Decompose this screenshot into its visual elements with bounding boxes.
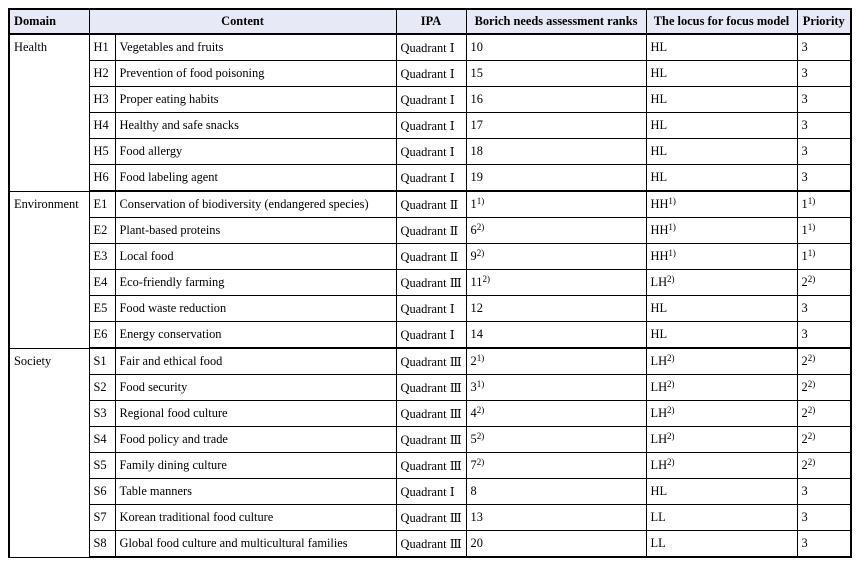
rank-cell bbox=[466, 113, 646, 139]
domain-cell: Society bbox=[9, 348, 89, 557]
priority-cell bbox=[797, 348, 851, 375]
table-row bbox=[9, 218, 851, 244]
domain-cell: Environment bbox=[9, 191, 89, 348]
priority-value: 1 bbox=[801, 197, 808, 211]
content-cell: Vegetables and fruits bbox=[115, 34, 396, 61]
rank-cell bbox=[466, 34, 646, 61]
priority-cell bbox=[797, 113, 851, 139]
ipa-cell: Quadrant Ⅱ bbox=[396, 191, 466, 218]
rank-cell bbox=[466, 191, 646, 218]
locus-value: LL bbox=[650, 536, 666, 550]
locus-cell bbox=[646, 34, 797, 61]
rank-cell bbox=[466, 531, 646, 558]
content-cell: Table manners bbox=[115, 479, 396, 505]
locus-cell bbox=[646, 218, 797, 244]
code-cell: E4 bbox=[89, 270, 115, 296]
rank-cell bbox=[466, 244, 646, 270]
priority-cell bbox=[797, 87, 851, 113]
locus-footnote: 1) bbox=[668, 248, 676, 258]
content-cell: Proper eating habits bbox=[115, 87, 396, 113]
priority-cell bbox=[797, 139, 851, 165]
ipa-cell: Quadrant Ⅰ bbox=[396, 296, 466, 322]
priority-cell bbox=[797, 191, 851, 218]
priority-value: 3 bbox=[801, 144, 808, 158]
code-cell: S6 bbox=[89, 479, 115, 505]
rank-value: 11 bbox=[470, 275, 483, 289]
locus-footnote: 2) bbox=[667, 457, 675, 467]
ipa-cell: Quadrant Ⅲ bbox=[396, 531, 466, 558]
locus-cell bbox=[646, 322, 797, 349]
ipa-cell: Quadrant Ⅲ bbox=[396, 505, 466, 531]
locus-value: HH bbox=[650, 223, 669, 237]
ipa-cell: Quadrant Ⅰ bbox=[396, 34, 466, 61]
ipa-cell: Quadrant Ⅰ bbox=[396, 61, 466, 87]
priority-value: 3 bbox=[801, 327, 808, 341]
locus-footnote: 2) bbox=[667, 353, 675, 363]
rank-cell bbox=[466, 87, 646, 113]
table-row bbox=[9, 113, 851, 139]
rank-value: 7 bbox=[470, 458, 477, 472]
rank-footnote: 2) bbox=[476, 248, 485, 258]
content-cell: Food policy and trade bbox=[115, 427, 396, 453]
table-row bbox=[9, 61, 851, 87]
priority-cell bbox=[797, 375, 851, 401]
content-cell: Local food bbox=[115, 244, 396, 270]
locus-footnote: 1) bbox=[668, 222, 676, 232]
table-row bbox=[9, 296, 851, 322]
content-cell: Conservation of biodiversity (endangered species) bbox=[115, 191, 396, 218]
ipa-cell: Quadrant Ⅲ bbox=[396, 348, 466, 375]
rank-value: 3 bbox=[470, 380, 477, 394]
locus-value: HL bbox=[650, 118, 668, 132]
table-row bbox=[9, 453, 851, 479]
locus-cell bbox=[646, 453, 797, 479]
ipa-cell: Quadrant Ⅱ bbox=[396, 218, 466, 244]
locus-cell bbox=[646, 139, 797, 165]
content-cell: Healthy and safe snacks bbox=[115, 113, 396, 139]
header-content: Content bbox=[89, 9, 396, 34]
table-row bbox=[9, 427, 851, 453]
priority-footnote: 2) bbox=[807, 353, 816, 363]
priority-value: 3 bbox=[801, 66, 808, 80]
code-cell: H1 bbox=[89, 34, 115, 61]
priority-value: 1 bbox=[801, 249, 808, 263]
table-row bbox=[9, 87, 851, 113]
priority-value: 1 bbox=[801, 223, 808, 237]
ipa-cell: Quadrant Ⅰ bbox=[396, 165, 466, 192]
table-row bbox=[9, 139, 851, 165]
locus-value: HL bbox=[650, 92, 668, 106]
priority-value: 2 bbox=[801, 354, 808, 368]
priority-value: 3 bbox=[801, 301, 808, 315]
priority-value: 3 bbox=[801, 536, 808, 550]
rank-value: 10 bbox=[470, 40, 483, 54]
table-row bbox=[9, 191, 851, 218]
locus-cell bbox=[646, 191, 797, 218]
content-cell: Food labeling agent bbox=[115, 165, 396, 192]
ipa-cell: Quadrant Ⅲ bbox=[396, 375, 466, 401]
code-cell: S7 bbox=[89, 505, 115, 531]
locus-cell bbox=[646, 270, 797, 296]
rank-cell bbox=[466, 139, 646, 165]
priority-footnote: 1) bbox=[807, 248, 816, 258]
rank-cell bbox=[466, 296, 646, 322]
rank-value: 18 bbox=[470, 144, 483, 158]
rank-cell bbox=[466, 479, 646, 505]
content-cell: Food allergy bbox=[115, 139, 396, 165]
locus-value: LH bbox=[650, 458, 668, 472]
locus-value: HL bbox=[650, 301, 668, 315]
content-cell: Energy conservation bbox=[115, 322, 396, 349]
code-cell: E2 bbox=[89, 218, 115, 244]
table-row bbox=[9, 401, 851, 427]
ipa-cell: Quadrant Ⅲ bbox=[396, 427, 466, 453]
header-borich-rank: Borich needs assessment ranks bbox=[466, 9, 646, 34]
priority-value: 3 bbox=[801, 510, 808, 524]
locus-footnote: 1) bbox=[668, 196, 676, 206]
priority-footnote: 1) bbox=[807, 222, 816, 232]
locus-cell bbox=[646, 61, 797, 87]
priority-value: 3 bbox=[801, 40, 808, 54]
rank-footnote: 2) bbox=[482, 274, 490, 284]
table-body bbox=[9, 34, 851, 557]
rank-footnote: 1) bbox=[476, 353, 485, 363]
priority-footnote: 2) bbox=[807, 274, 816, 284]
priority-table bbox=[8, 8, 852, 558]
rank-cell bbox=[466, 427, 646, 453]
locus-cell bbox=[646, 165, 797, 192]
code-cell: E1 bbox=[89, 191, 115, 218]
priority-footnote: 1) bbox=[807, 196, 816, 206]
rank-footnote: 2) bbox=[476, 431, 485, 441]
ipa-cell: Quadrant Ⅰ bbox=[396, 87, 466, 113]
rank-value: 4 bbox=[470, 406, 477, 420]
code-cell: H3 bbox=[89, 87, 115, 113]
rank-value: 8 bbox=[470, 484, 477, 498]
priority-cell bbox=[797, 296, 851, 322]
locus-footnote: 2) bbox=[667, 431, 675, 441]
ipa-cell: Quadrant Ⅲ bbox=[396, 401, 466, 427]
rank-value: 15 bbox=[470, 66, 483, 80]
code-cell: S1 bbox=[89, 348, 115, 375]
ipa-cell: Quadrant Ⅰ bbox=[396, 322, 466, 349]
rank-cell bbox=[466, 218, 646, 244]
rank-value: 19 bbox=[470, 170, 483, 184]
priority-footnote: 2) bbox=[807, 431, 816, 441]
locus-value: HL bbox=[650, 40, 668, 54]
locus-cell bbox=[646, 531, 797, 558]
priority-cell bbox=[797, 165, 851, 192]
header-priority: Priority bbox=[797, 9, 851, 34]
code-cell: E6 bbox=[89, 322, 115, 349]
content-cell: Regional food culture bbox=[115, 401, 396, 427]
table-row bbox=[9, 165, 851, 192]
locus-cell bbox=[646, 296, 797, 322]
content-cell: Eco-friendly farming bbox=[115, 270, 396, 296]
ipa-cell: Quadrant Ⅲ bbox=[396, 453, 466, 479]
locus-value: HL bbox=[650, 170, 668, 184]
rank-cell bbox=[466, 61, 646, 87]
code-cell: H5 bbox=[89, 139, 115, 165]
priority-footnote: 2) bbox=[807, 405, 816, 415]
locus-value: LH bbox=[650, 275, 668, 289]
priority-value: 3 bbox=[801, 170, 808, 184]
table-row bbox=[9, 375, 851, 401]
priority-value: 2 bbox=[801, 380, 808, 394]
rank-value: 12 bbox=[470, 301, 483, 315]
content-cell: Plant-based proteins bbox=[115, 218, 396, 244]
priority-cell bbox=[797, 453, 851, 479]
rank-value: 14 bbox=[470, 327, 483, 341]
content-cell: Family dining culture bbox=[115, 453, 396, 479]
rank-cell bbox=[466, 375, 646, 401]
rank-cell bbox=[466, 401, 646, 427]
code-cell: H4 bbox=[89, 113, 115, 139]
locus-cell bbox=[646, 87, 797, 113]
rank-value: 20 bbox=[470, 536, 483, 550]
ipa-cell: Quadrant Ⅰ bbox=[396, 139, 466, 165]
priority-value: 2 bbox=[801, 432, 808, 446]
priority-cell bbox=[797, 479, 851, 505]
locus-cell bbox=[646, 375, 797, 401]
rank-value: 6 bbox=[470, 223, 477, 237]
table-row bbox=[9, 34, 851, 61]
rank-value: 5 bbox=[470, 432, 477, 446]
locus-cell bbox=[646, 427, 797, 453]
table-row bbox=[9, 270, 851, 296]
priority-cell bbox=[797, 218, 851, 244]
rank-value: 17 bbox=[470, 118, 483, 132]
priority-cell bbox=[797, 34, 851, 61]
rank-value: 1 bbox=[470, 197, 477, 211]
locus-cell bbox=[646, 505, 797, 531]
code-cell: S4 bbox=[89, 427, 115, 453]
locus-value: LH bbox=[650, 432, 668, 446]
priority-value: 2 bbox=[801, 458, 808, 472]
content-cell: Food security bbox=[115, 375, 396, 401]
code-cell: S2 bbox=[89, 375, 115, 401]
rank-value: 2 bbox=[470, 354, 477, 368]
locus-value: HH bbox=[650, 249, 669, 263]
priority-value: 2 bbox=[801, 406, 808, 420]
priority-cell bbox=[797, 401, 851, 427]
locus-footnote: 2) bbox=[667, 405, 675, 415]
ipa-cell: Quadrant Ⅲ bbox=[396, 270, 466, 296]
priority-value: 3 bbox=[801, 484, 808, 498]
priority-cell bbox=[797, 505, 851, 531]
locus-cell bbox=[646, 479, 797, 505]
table-row bbox=[9, 505, 851, 531]
locus-value: HL bbox=[650, 144, 668, 158]
code-cell: S3 bbox=[89, 401, 115, 427]
content-cell: Fair and ethical food bbox=[115, 348, 396, 375]
table-row bbox=[9, 348, 851, 375]
locus-footnote: 2) bbox=[667, 274, 675, 284]
code-cell: H2 bbox=[89, 61, 115, 87]
header-locus-focus: The locus for focus model bbox=[646, 9, 797, 34]
rank-footnote: 2) bbox=[476, 457, 485, 467]
priority-cell bbox=[797, 531, 851, 558]
locus-value: HL bbox=[650, 327, 668, 341]
locus-cell bbox=[646, 113, 797, 139]
locus-value: LL bbox=[650, 510, 666, 524]
ipa-cell: Quadrant Ⅱ bbox=[396, 244, 466, 270]
priority-footnote: 2) bbox=[807, 379, 816, 389]
content-cell: Global food culture and multicultural families bbox=[115, 531, 396, 558]
locus-value: LH bbox=[650, 380, 668, 394]
rank-cell bbox=[466, 322, 646, 349]
code-cell: S5 bbox=[89, 453, 115, 479]
table-row bbox=[9, 322, 851, 349]
rank-cell bbox=[466, 165, 646, 192]
rank-footnote: 2) bbox=[476, 405, 485, 415]
code-cell: S8 bbox=[89, 531, 115, 558]
locus-value: LH bbox=[650, 406, 668, 420]
priority-value: 3 bbox=[801, 118, 808, 132]
rank-cell bbox=[466, 453, 646, 479]
header-row bbox=[9, 9, 851, 34]
rank-cell bbox=[466, 348, 646, 375]
priority-cell bbox=[797, 244, 851, 270]
locus-value: HH bbox=[650, 197, 669, 211]
content-cell: Food waste reduction bbox=[115, 296, 396, 322]
priority-footnote: 2) bbox=[807, 457, 816, 467]
ipa-cell: Quadrant Ⅰ bbox=[396, 113, 466, 139]
code-cell: E3 bbox=[89, 244, 115, 270]
rank-cell bbox=[466, 270, 646, 296]
code-cell: E5 bbox=[89, 296, 115, 322]
priority-cell bbox=[797, 270, 851, 296]
header-ipa: IPA bbox=[396, 9, 466, 34]
content-cell: Prevention of food poisoning bbox=[115, 61, 396, 87]
locus-footnote: 2) bbox=[667, 379, 675, 389]
rank-value: 9 bbox=[470, 249, 477, 263]
rank-value: 16 bbox=[470, 92, 483, 106]
priority-cell bbox=[797, 322, 851, 349]
locus-cell bbox=[646, 401, 797, 427]
priority-cell bbox=[797, 61, 851, 87]
rank-cell bbox=[466, 505, 646, 531]
table-row bbox=[9, 244, 851, 270]
rank-footnote: 2) bbox=[476, 222, 485, 232]
rank-value: 13 bbox=[470, 510, 483, 524]
rank-footnote: 1) bbox=[476, 379, 485, 389]
locus-value: HL bbox=[650, 66, 668, 80]
content-cell: Korean traditional food culture bbox=[115, 505, 396, 531]
priority-value: 2 bbox=[801, 275, 808, 289]
header-domain: Domain bbox=[9, 9, 89, 34]
locus-cell bbox=[646, 244, 797, 270]
priority-value: 3 bbox=[801, 92, 808, 106]
priority-cell bbox=[797, 427, 851, 453]
rank-footnote: 1) bbox=[476, 196, 485, 206]
ipa-cell: Quadrant Ⅰ bbox=[396, 479, 466, 505]
table-row bbox=[9, 531, 851, 558]
locus-cell bbox=[646, 348, 797, 375]
code-cell: H6 bbox=[89, 165, 115, 192]
locus-value: LH bbox=[650, 354, 668, 368]
domain-cell: Health bbox=[9, 34, 89, 191]
table-row bbox=[9, 479, 851, 505]
locus-value: HL bbox=[650, 484, 668, 498]
